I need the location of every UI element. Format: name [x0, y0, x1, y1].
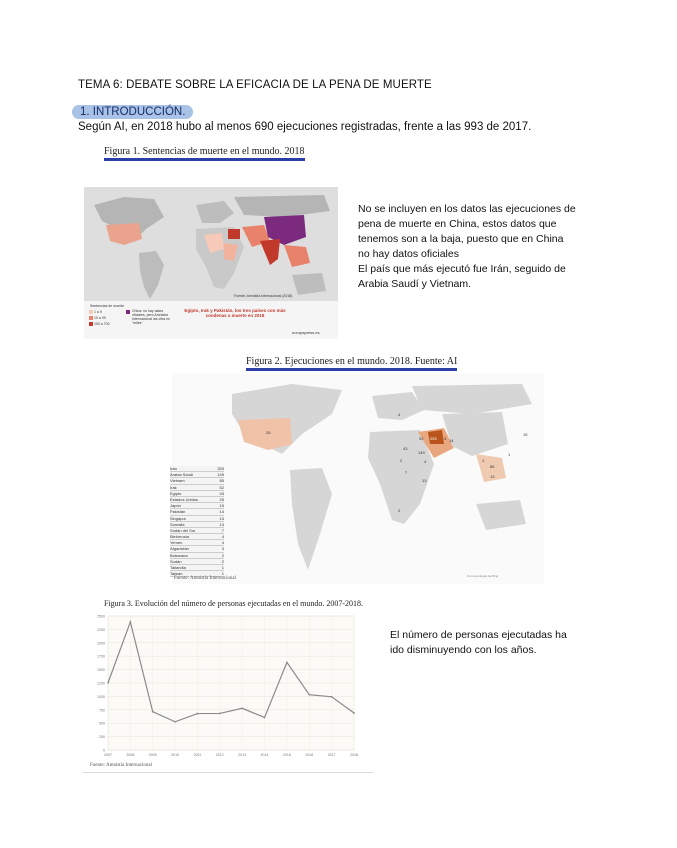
- map2-label-botswana: 2: [398, 508, 401, 513]
- map2-usa: [238, 418, 292, 450]
- legend-swatch-high: [89, 322, 93, 326]
- table-cell-count: 149: [217, 472, 224, 478]
- table-cell-country: Sudán del Sur: [170, 527, 196, 533]
- map2-label-egypt: 43: [403, 446, 408, 451]
- y-tick-label: 0: [103, 748, 105, 753]
- figure1-map: [84, 187, 338, 339]
- table-cell-count: 13: [219, 515, 224, 521]
- table-cell-count: 1: [221, 565, 224, 570]
- figure1-legend-title: Sentencias de muerte: [90, 304, 125, 308]
- figure3-chart: [82, 608, 374, 773]
- table-cell-country: Japón: [170, 503, 181, 509]
- table-cell-country: Bielorrusia: [170, 534, 189, 540]
- table-cell-country: Taiwán: [170, 571, 183, 577]
- table-cell-count: 43: [219, 490, 224, 496]
- map2-label-taiwan: 1: [508, 452, 511, 457]
- y-tick-label: 1250: [97, 681, 105, 686]
- y-tick-label: 750: [99, 708, 105, 713]
- legend-swatch-low: [89, 310, 93, 314]
- map2-label-thailand: 1: [482, 458, 485, 463]
- figure1-legend-3: 100 a 700: [94, 322, 110, 326]
- map2-label-usa: 25: [266, 430, 271, 435]
- map2-label-belarus: 4: [398, 412, 401, 417]
- data-point: [264, 717, 266, 719]
- map2-label-yemen: 4: [424, 459, 427, 464]
- document-title: TEMA 6: DEBATE SOBRE LA EFICACIA DE LA PENA DE MUERTE: [78, 79, 432, 91]
- note2-line: ido disminuyendo con los años.: [390, 644, 537, 656]
- figure1-brand: europapress.es: [292, 330, 320, 335]
- map2-label-japan: 15: [523, 432, 528, 437]
- data-point: [129, 621, 131, 623]
- figure3-source: Fuente: Amnistía Internacional: [90, 763, 152, 768]
- table-cell-count: 85: [219, 478, 224, 484]
- map2-label-pakistan: 14: [449, 438, 454, 443]
- note1-line: Arabia Saudí y Vietnam.: [358, 278, 472, 290]
- data-point: [308, 694, 310, 696]
- data-point: [174, 721, 176, 723]
- executions-map: [172, 374, 544, 584]
- table-cell-country: Estados Unidos: [170, 496, 199, 502]
- table-cell-country: Yemen: [170, 540, 183, 546]
- x-tick-label: 2015: [282, 753, 291, 757]
- table-cell-country: Somalia: [170, 521, 185, 527]
- table-cell-country: Irak: [170, 484, 177, 490]
- y-tick-label: 250: [99, 735, 105, 740]
- map2-australia: [476, 500, 526, 530]
- note1-line: no hay datos oficiales: [358, 248, 459, 260]
- table-cell-count: 253: [217, 466, 224, 471]
- table-cell-count: 52: [219, 484, 224, 490]
- figure1-legend-2: 10 a 99: [94, 316, 106, 320]
- map2-south-america: [290, 468, 332, 570]
- y-tick-label: 1000: [97, 694, 105, 699]
- table-cell-count: 1: [221, 571, 224, 577]
- table-cell-country: Irán: [170, 466, 177, 471]
- map2-label-somalia: 13: [422, 478, 427, 483]
- map2-credit: Con tecnología de Bing: [467, 574, 499, 578]
- x-tick-label: 2017: [327, 753, 336, 757]
- figure1-caption: Figura 1. Sentencias de muerte en el mundo. 2018: [104, 146, 305, 161]
- y-tick-label: 1750: [97, 654, 105, 659]
- data-point: [241, 707, 243, 709]
- table-cell-count: 15: [219, 503, 224, 509]
- x-tick-label: 2012: [215, 753, 224, 757]
- figure2-caption: Figura 2. Ejecuciones en el mundo. 2018. Fuente: AI: [246, 356, 457, 371]
- x-tick-label: 2008: [126, 753, 135, 757]
- map-australia: [292, 273, 326, 295]
- data-point: [219, 713, 221, 715]
- table-cell-country: Pakistán: [170, 509, 186, 515]
- x-tick-label: 2007: [104, 753, 112, 757]
- figure1-legend-china: China: no hay datos oficiales, pero Amnistía Internacional las cifra en "miles": [132, 309, 170, 325]
- map2-russia: [412, 384, 532, 414]
- map2-label-sudan: 2: [400, 458, 403, 463]
- y-tick-label: 500: [99, 721, 105, 726]
- map2-label-saudi: 149: [418, 450, 425, 455]
- map2-label-vietnam: 85: [490, 464, 495, 469]
- table-cell-count: 3: [221, 546, 224, 552]
- table-cell-count: 2: [221, 552, 224, 558]
- figure2-source: Fuente: Amnistía Internacional: [174, 576, 236, 581]
- table-cell-country: Sudán: [170, 558, 182, 564]
- map2-label-singapore: 13: [490, 474, 495, 479]
- table-cell-country: Egipto: [170, 490, 182, 496]
- x-tick-label: 2011: [193, 753, 202, 757]
- note1-line: pena de muerte en China, estos datos que: [358, 218, 557, 230]
- map2-africa: [368, 430, 434, 524]
- table-cell-country: Afganistán: [170, 546, 189, 552]
- y-tick-label: 2000: [97, 641, 105, 646]
- legend-swatch-mid: [89, 316, 93, 320]
- x-tick-label: 2014: [260, 753, 269, 757]
- data-point: [353, 712, 355, 714]
- table-cell-country: Botswana: [170, 552, 188, 558]
- map2-label-iran: 253: [430, 436, 437, 441]
- table-cell-country: Arabia Saudí: [170, 472, 194, 478]
- legend-swatch-china: [126, 310, 130, 314]
- table-cell-country: Vietnam: [170, 478, 185, 484]
- note1-line: tenemos son a la baja, puesto que en China: [358, 233, 564, 245]
- note1-line: El país que más ejecutó fue Irán, seguido de: [358, 263, 566, 275]
- data-point: [197, 713, 199, 715]
- y-tick-label: 1500: [97, 668, 105, 673]
- table-cell-count: 2: [221, 558, 224, 564]
- executions-line-chart: [82, 608, 374, 772]
- table-cell-count: 13: [219, 521, 224, 527]
- map2-asia: [442, 412, 511, 457]
- map-egypt: [228, 229, 240, 239]
- map2-label-afghanistan: 3: [444, 436, 447, 441]
- data-point: [286, 662, 288, 664]
- table-cell-country: Tailandia: [170, 565, 186, 570]
- x-tick-label: 2010: [171, 753, 180, 757]
- table-cell-country: Singapur: [170, 515, 187, 521]
- table-cell-count: 14: [219, 509, 224, 515]
- figure1-callout: Egipto, Irak y Pakistán, los tres países con más condenas a muerte en 2018: [184, 308, 286, 318]
- section-heading: 1. INTRODUCCIÓN.: [72, 105, 193, 119]
- figure1-legend-1: 1 a 9: [94, 310, 102, 314]
- x-tick-label: 2018: [350, 753, 358, 757]
- y-tick-label: 2500: [97, 614, 105, 619]
- figure3-caption: Figura 3. Evolución del número de personas ejecutadas en el mundo. 2007-2018.: [104, 599, 363, 611]
- data-point: [152, 711, 154, 713]
- table-cell-count: 4: [221, 540, 224, 546]
- note1: [358, 202, 608, 292]
- data-point: [107, 682, 109, 684]
- figure1-source: Fuente: Amnistía Internacional (2018): [234, 294, 293, 298]
- table-cell-count: 7: [221, 527, 224, 533]
- table-cell-count: 4: [221, 534, 224, 540]
- note2-line: El número de personas ejecutadas ha: [390, 629, 567, 641]
- note1-line: No se incluyen en los datos las ejecuciones de: [358, 203, 576, 215]
- map2-label-south-sudan: 7: [405, 470, 408, 475]
- data-point: [331, 696, 333, 698]
- x-tick-label: 2016: [305, 753, 314, 757]
- table-cell-count: 25: [219, 496, 224, 502]
- x-tick-label: 2009: [148, 753, 157, 757]
- note2: [390, 628, 590, 658]
- intro-text: Según AI, en 2018 hubo al menos 690 ejecuciones registradas, frente a las 993 de 2017.: [78, 121, 532, 133]
- y-tick-label: 2250: [97, 627, 105, 632]
- x-tick-label: 2013: [238, 753, 247, 757]
- executions-table: [170, 466, 224, 577]
- map2-label-iraq: 52: [419, 436, 424, 441]
- figure2-map: [172, 374, 544, 584]
